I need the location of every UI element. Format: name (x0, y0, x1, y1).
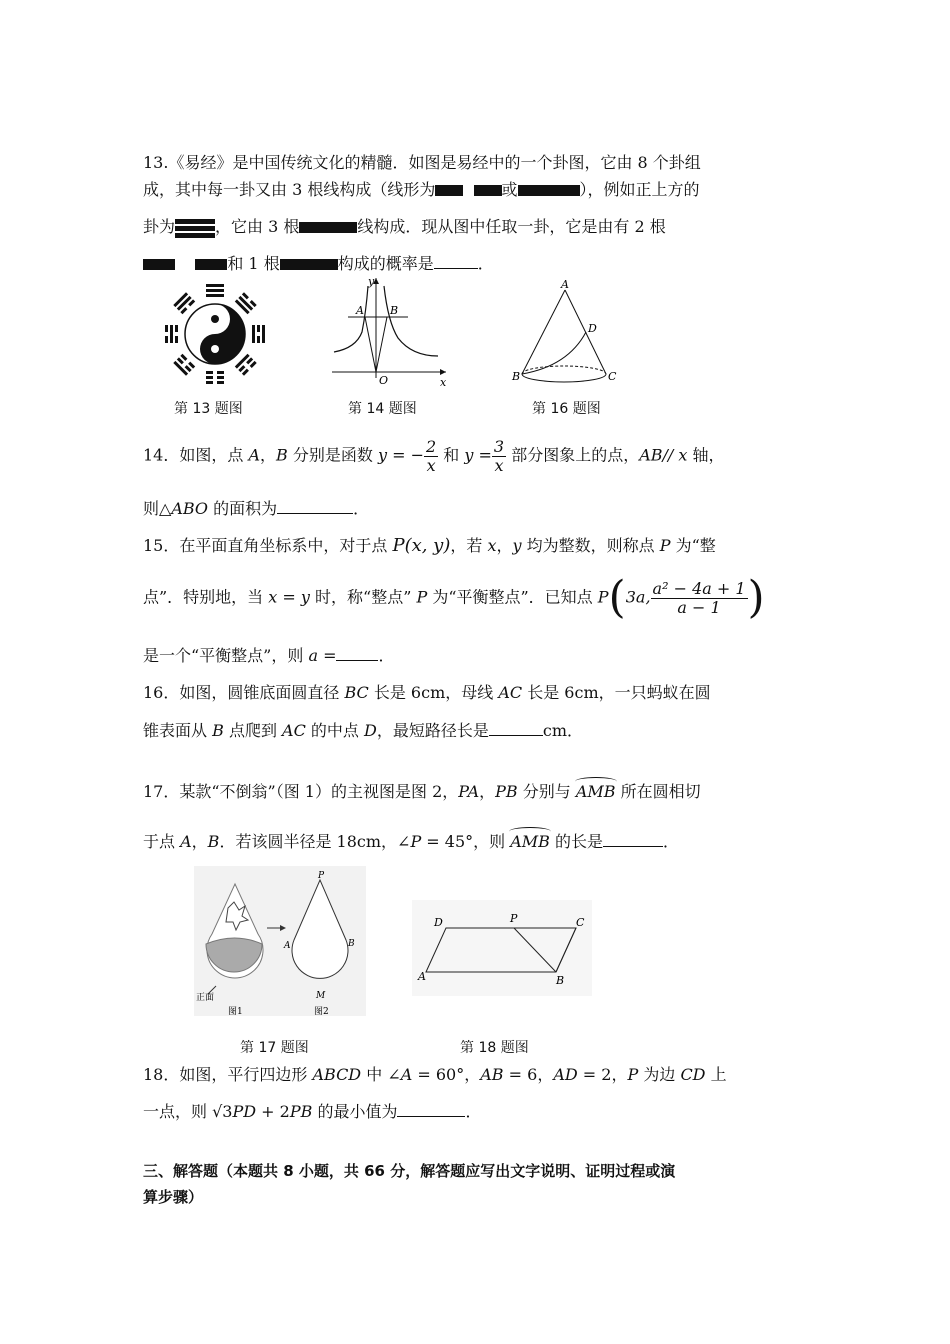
q15-text: 时，称“整点” (309, 587, 417, 607)
label-a: A (418, 970, 426, 983)
q17-var: PB (495, 782, 518, 801)
q17-var: A (180, 832, 192, 851)
q13-text: 或 (501, 180, 518, 199)
q13-text: 成，其中每一卦又由 3 根线构成（线形为 (143, 180, 436, 199)
q17-text: 分别与 (517, 782, 576, 801)
q14-text: 14．如图，点 (143, 445, 249, 465)
q18-text: = 2， (577, 1065, 628, 1084)
front-label: 正面 (196, 993, 215, 1003)
q14-line1 (143, 438, 725, 474)
q14-fraction1 (424, 438, 438, 474)
fig17-tumbler-diagram (192, 866, 367, 1024)
q15-text: 为“整 (670, 536, 716, 555)
q13-text: 卦为 (143, 217, 176, 236)
label-b: B (348, 939, 355, 949)
q15-var: P (416, 587, 428, 607)
q16-text: 长是 6cm，一只蚂蚁在圆 (522, 683, 711, 702)
label-m: M (316, 991, 326, 1001)
section3-heading-cont: 算步骤） (143, 1188, 204, 1206)
answer-blank (489, 721, 543, 736)
q15-var: 3a, (625, 587, 651, 607)
q18-text: 中 ∠ (361, 1065, 401, 1084)
label-origin: O (379, 374, 389, 387)
fig13-taiji-diagram (160, 278, 270, 393)
answer-blank (603, 832, 663, 847)
label-a: A (561, 278, 569, 291)
q17-text: 17．某款“不倒翁”（图 1）的主视图是图 2， (143, 782, 459, 801)
fig17-caption: 第 17 题图 (240, 1040, 309, 1056)
q16-text: ，最短路径长是 (376, 721, 489, 740)
q13-line3 (143, 214, 666, 240)
q14-var: ABO (171, 499, 209, 518)
answer-blank (336, 646, 378, 661)
q15-var: x (487, 536, 497, 555)
fig16-cone (508, 278, 618, 388)
q18-text: 为边 (638, 1065, 681, 1084)
q18-var: CD (680, 1065, 706, 1084)
q16-text: 16．如图，圆锥底面圆直径 (143, 683, 345, 702)
left-paren: ( (608, 572, 626, 623)
q16-line2 (143, 718, 583, 741)
q17-var: PA (458, 782, 480, 801)
q17-text: ， (479, 782, 496, 801)
q16-var: D (364, 721, 377, 740)
numerator: 3 (493, 437, 505, 456)
q17-var: P (410, 832, 422, 851)
q15-var: a = (308, 646, 337, 665)
q13-line2 (143, 177, 700, 200)
q15-point: P(x, y) (392, 535, 451, 556)
q13-line1: 13.《易经》是中国传统文化的精髓．如图是易经中的一个卦图，它由 8 个卦组 (143, 153, 701, 172)
q17-text: 的长是 (549, 832, 604, 851)
q14-text: ， (260, 445, 277, 465)
q15-fraction (651, 580, 748, 616)
q14-var: AB// x (639, 445, 688, 465)
label-a: A (284, 941, 291, 951)
q15-var: x = y (268, 587, 310, 607)
q14-text: 则△ (143, 499, 172, 518)
q15-text: 15．在平面直角坐标系中，对于点 (143, 536, 393, 555)
arc-amb: AMB (510, 832, 550, 851)
q17-text: ．若该圆半径是 18cm，∠ (219, 832, 411, 851)
broken-line-segment-b (195, 259, 227, 270)
q16-line1 (143, 680, 711, 703)
q17-text: ． (663, 832, 680, 851)
q18-var: AD (553, 1065, 578, 1084)
q16-var: AC (282, 721, 306, 740)
q18-line2 (143, 1099, 481, 1122)
denominator: x (494, 455, 504, 475)
fig2-label: 图2 (314, 1007, 329, 1017)
q15-text: 是一个“平衡整点”，则 (143, 646, 309, 665)
q17-var: B (207, 832, 220, 851)
label-a: A (356, 304, 364, 317)
label-c: C (608, 370, 617, 383)
numerator: a² − 4a + 1 (652, 578, 746, 598)
q14-text: 轴， (687, 445, 725, 465)
solid-line-symbol (280, 259, 338, 270)
solid-line-symbol (299, 222, 357, 233)
solid-line-symbol (518, 185, 580, 196)
fig13-caption: 第 13 题图 (174, 401, 243, 417)
label-p: P (318, 871, 325, 881)
q15-line3 (143, 643, 395, 666)
answer-blank (434, 254, 478, 269)
q18-var: PB (289, 1102, 313, 1121)
q15-text: ，若 (450, 536, 488, 555)
q14-func2: y = (464, 445, 492, 465)
q18-line1 (143, 1062, 727, 1085)
label-y: y (368, 275, 375, 288)
q15-text: ． (378, 646, 395, 665)
q15-var: P (597, 587, 609, 607)
q18-text: ． (465, 1102, 482, 1121)
q15-var: y (512, 536, 522, 555)
label-x: x (440, 376, 447, 389)
right-paren: ) (747, 572, 765, 623)
q13-text: ），例如正上方的 (579, 180, 700, 199)
fig18-parallelogram (412, 900, 592, 996)
label-p: P (510, 912, 518, 925)
q18-text: 上 (705, 1065, 727, 1084)
label-b: B (512, 370, 521, 383)
fig16-caption: 第 16 题图 (532, 401, 601, 417)
q16-var: B (212, 721, 224, 740)
q18-text: 的最小值为 (312, 1102, 398, 1121)
q17-text: 所在圆相切 (615, 782, 701, 801)
q14-text: 的面积为 (208, 499, 278, 518)
denominator: a − 1 (677, 597, 721, 617)
broken-line-segment-a (435, 185, 463, 196)
q18-var: P (627, 1065, 639, 1084)
q18-text: = 60°， (412, 1065, 481, 1084)
q14-text: 和 (438, 445, 465, 465)
q15-text: 点”．特别地，当 (143, 587, 269, 607)
trigram-qian-icon (175, 217, 215, 240)
answer-blank (397, 1102, 465, 1117)
label-b: B (390, 304, 399, 317)
label-b: B (556, 974, 565, 987)
fig14-graph (328, 272, 453, 389)
denominator: x (426, 455, 436, 475)
q15-var: P (659, 536, 671, 555)
q17-line2 (143, 829, 679, 852)
q18-var: ABCD (312, 1065, 362, 1084)
q13-text: ． (477, 254, 494, 273)
q14-var: B (276, 445, 288, 465)
q16-text: 长是 6cm，母线 (368, 683, 499, 702)
q18-text: = 6， (503, 1065, 554, 1084)
q14-line2 (143, 496, 369, 519)
fig14-caption: 第 14 题图 (348, 401, 417, 417)
q16-var: BC (344, 683, 369, 702)
q14-text: ． (353, 499, 370, 518)
q16-text: 锥表面从 (143, 721, 213, 740)
label-d: D (588, 322, 597, 335)
q15-text: ， (496, 536, 513, 555)
q17-text: ， (191, 832, 208, 851)
label-d: D (434, 916, 443, 929)
q17-text: 于点 (143, 832, 181, 851)
answer-blank (277, 499, 353, 514)
q16-text: cm． (542, 721, 584, 740)
q14-func1: y = − (377, 445, 425, 465)
q15-line1 (143, 533, 716, 556)
q13-line4 (143, 251, 494, 274)
numerator: 2 (426, 437, 437, 456)
broken-line-segment-a (143, 259, 175, 270)
q14-fraction2 (492, 438, 506, 474)
label-c: C (576, 916, 585, 929)
q16-var: AC (498, 683, 523, 702)
broken-line-segment-b (474, 185, 502, 196)
q18-var: PD (232, 1102, 257, 1121)
q18-text: 一点，则 √3 (143, 1102, 233, 1121)
section3-heading: 三、解答题（本题共 8 小题，共 66 分，解答题应写出文字说明、证明过程或演 (143, 1162, 676, 1180)
q14-text: 分别是函数 (287, 445, 378, 465)
q15-text: 均为整数，则称点 (521, 536, 660, 555)
q14-var: A (248, 445, 261, 465)
q18-text: 18．如图，平行四边形 (143, 1065, 313, 1084)
q18-text: + 2 (256, 1102, 290, 1121)
q18-var: A (400, 1065, 413, 1084)
q17-text: = 45°，则 (421, 832, 511, 851)
q18-var: AB (480, 1065, 504, 1084)
q15-text: 为“平衡整点”．已知点 (427, 587, 598, 607)
fig1-label: 图1 (228, 1007, 243, 1017)
q15-line2 (143, 572, 765, 623)
q17-line1 (143, 779, 701, 802)
q16-text: 的中点 (305, 721, 365, 740)
q14-text: 部分图象上的点， (506, 445, 640, 465)
q16-text: 点爬到 (223, 721, 283, 740)
q13-text: 和 1 根 (227, 254, 280, 273)
arc-amb: AMB (575, 782, 616, 801)
fig18-caption: 第 18 题图 (460, 1040, 529, 1056)
q13-text: 线构成．现从图中任取一卦，它是由有 2 根 (357, 217, 666, 236)
q13-text: ，它由 3 根 (215, 217, 300, 236)
q13-text: 构成的概率是 (337, 254, 434, 273)
